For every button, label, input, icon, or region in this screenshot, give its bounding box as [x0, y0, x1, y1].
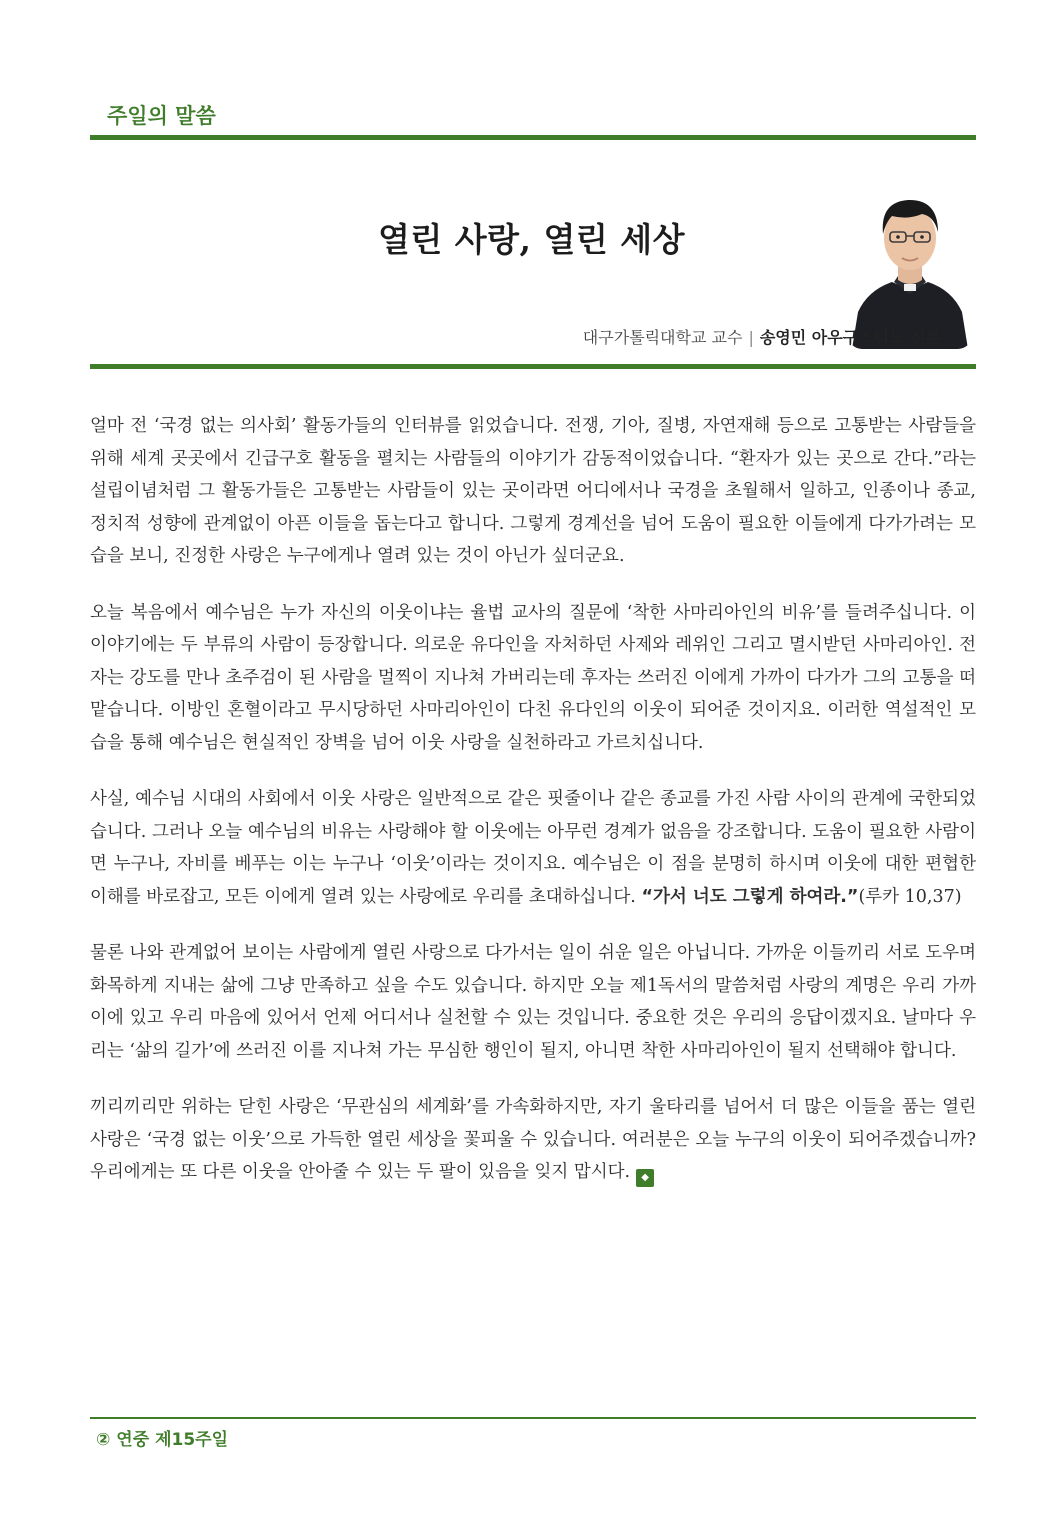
paragraph-1: 얼마 전 ‘국경 없는 의사회’ 활동가들의 인터뷰를 읽었습니다. 전쟁, 기아, 질병, 자연재해 등으로 고통받는 사람들을 위해 세계 곳곳에서 긴급구호 활동을 펼치는 사람들의 이야기가 감동적이었습니다. “환자가 있는 곳으로 간다.”라는 설립이념처럼 그 활동가들은 고통받는 사람들이 있는 곳이라면 어디에서나 국경을 초월해서 일하고, 인종이나 종교, 정치적 성향에 관계없이 아픈 이들을 돕는다고 합니다. 그렇게 경계선을 넘어 도움이 필요한 이들에게 다가가려는 모습을 보니, 진정한 사랑은 누구에게나 열려 있는 것이 아닌가 싶더군요. — [90, 416, 976, 566]
top-rule — [90, 135, 976, 140]
author-photo — [848, 172, 972, 349]
page-footer-label: ② 연중 제15주일 — [96, 1430, 228, 1450]
paragraph-3-text: 사실, 예수님 시대의 사회에서 이웃 사랑은 일반적으로 같은 핏줄이나 같은 종교를 가진 사람 사이의 관계에 국한되었습니다. 그러나 오늘 예수님의 비유는 사랑해야 할 이웃에는 아무런 경계가 없음을 강조합니다. 도움이 필요한 사람이면 누구나, 자비를 베푸는 이는 누구나 ‘이웃’이라는 것이지요. 예수님은 이 점을 분명히 하시며 이웃에 대한 편협한 이해를 바로잡고, 모든 이에게 열려 있는 사랑에로 우리를 초대하십니다. — [90, 789, 976, 907]
paragraph-2: 오늘 복음에서 예수님은 누가 자신의 이웃이냐는 율법 교사의 질문에 ‘착한 사마리아인의 비유’를 들려주십니다. 이 이야기에는 두 부류의 사람이 등장합니다. 의로운 유다인을 자처하던 사제와 레위인 그리고 멸시받던 사마리아인. 전자는 강도를 만나 초주검이 된 사람을 멀찍이 지나쳐 가버리는데 후자는 쓰러진 이에게 가까이 다가가 그의 고통을 떠맡습니다. 이방인 혼혈이라고 무시당하던 사마리아인이 다친 유다인의 이웃이 되어준 것이지요. 이러한 역설적인 모습을 통해 예수님은 현실적인 장벽을 넘어 이웃 사랑을 실천하라고 가르치십니다. — [90, 602, 976, 753]
quote-emphasis: “가서 너도 그렇게 하여라.” — [641, 886, 859, 907]
section-label: 주일의 말씀 — [107, 104, 216, 128]
author-name: 송영민 아우구스티노 신부 — [759, 328, 941, 347]
paragraph-4: 물론 나와 관계없어 보이는 사람에게 열린 사랑으로 다가서는 일이 쉬운 일은 아닙니다. 가까운 이들끼리 서로 도우며 화목하게 지내는 삶에 그냥 만족하고 싶을 수도 있습니다. 하지만 오늘 제1독서의 말씀처럼 사랑의 계명은 우리 가까이에 있고 우리 마음에 있어서 언제 어디서나 실천할 수 있는 것입니다. 중요한 것은 우리의 응답이겠지요. 날마다 우리는 ‘삶의 길가’에 쓰러진 이를 지나쳐 가는 무심한 행인이 될지, 아니면 착한 사마리아인이 될지 선택해야 합니다. — [90, 943, 976, 1061]
paragraph-3 — [90, 783, 976, 913]
header-bottom-rule — [90, 364, 976, 369]
author-byline — [583, 325, 941, 348]
paragraph-5 — [90, 1091, 976, 1189]
author-separator: | — [748, 328, 754, 347]
quote-reference: (루카 10,37) — [858, 886, 962, 907]
end-mark-icon: ◆ — [636, 1169, 654, 1187]
article-body — [90, 410, 976, 1213]
footer-rule — [90, 1417, 976, 1419]
author-affiliation: 대구가톨릭대학교 교수 — [582, 328, 743, 347]
article-title: 열린 사랑, 열린 세상 — [378, 220, 685, 259]
paragraph-5-text: 끼리끼리만 위하는 닫힌 사랑은 ‘무관심의 세계화’를 가속화하지만, 자기 울타리를 넘어서 더 많은 이들을 품는 열린 사랑은 ‘국경 없는 이웃’으로 가득한 열린 세상을 꽃피울 수 있습니다. 여러분은 오늘 누구의 이웃이 되어주겠습니까? 우리에게는 또 다른 이웃을 안아줄 수 있는 두 팔이 있음을 잊지 맙시다. — [90, 1097, 976, 1182]
